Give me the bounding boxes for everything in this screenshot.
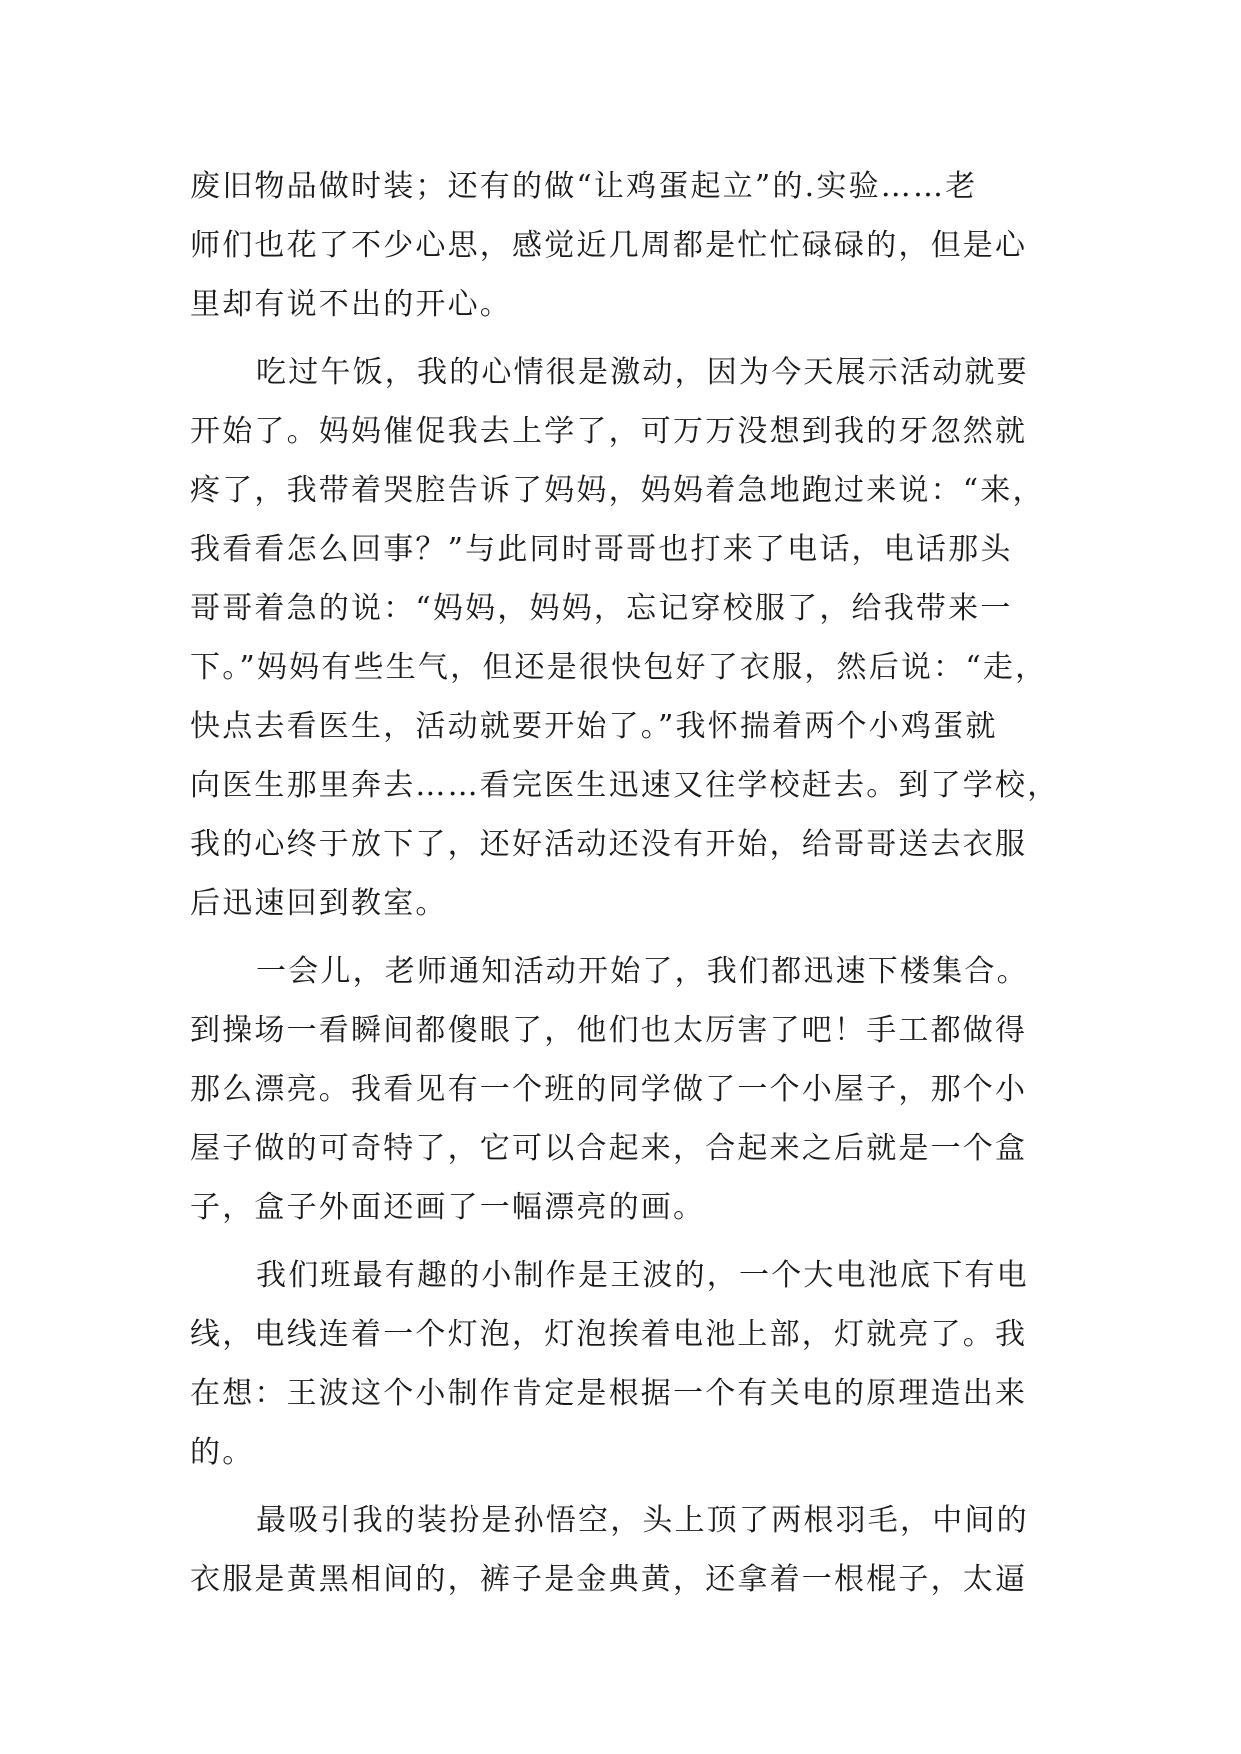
text-line: 我看看怎么回事？”与此同时哥哥也打来了电话，电话那头 [190,532,1013,567]
text-line: 下。”妈妈有些生气，但还是很快包好了衣服，然后说：“走， [190,650,1048,685]
paragraph-first-line: 我们班最有趣的小制作是王波的，一个大电池底下有电 [256,1258,1029,1293]
text-line: 哥哥着急的说：“妈妈，妈妈，忘记穿校服了，给我带来一 [190,591,1013,626]
text-line: 疼了，我带着哭腔告诉了妈妈，妈妈着急地跑过来说：“来， [190,473,1045,508]
essay-body [190,157,1070,1609]
text-line: 我的心终于放下了，还好活动还没有开始，给哥哥送去衣服 [190,827,1028,862]
text-line: 在想：王波这个小制作肯定是根据一个有关电的原理造出来 [190,1376,1028,1411]
text-line: 到操场一看瞬间都傻眼了，他们也太厉害了吧！手工都做得 [190,1013,1028,1048]
text-line: 开始了。妈妈催促我去上学了，可万万没想到我的牙忽然就 [190,414,1028,449]
text-line: 师们也花了不少心思，感觉近几周都是忙忙碌碌的，但是心 [190,228,1028,263]
paragraph-first-line: 最吸引我的装扮是孙悟空，头上顶了两根羽毛，中间的 [256,1503,1029,1538]
text-line: 里却有说不出的开心。 [190,287,512,322]
text-line: 衣服是黄黑相间的，裤子是金典黄，还拿着一根棍子，太逼 [190,1562,1028,1597]
text-line: 屋子做的可奇特了，它可以合起来，合起来之后就是一个盒 [190,1131,1028,1166]
text-line: 废旧物品做时装；还有的做“让鸡蛋起立”的.实验……老 [190,169,978,204]
text-line: 向医生那里奔去……看完医生迅速又往学校赶去。到了学校， [190,768,1060,803]
text-line: 那么漂亮。我看见有一个班的同学做了一个小屋子，那个小 [190,1072,1028,1107]
text-line: 的。 [190,1435,255,1470]
text-line: 子，盒子外面还画了一幅漂亮的画。 [190,1190,706,1225]
text-line: 后迅速回到教室。 [190,886,448,921]
text-line: 线，电线连着一个灯泡，灯泡挨着电池上部，灯就亮了。我 [190,1317,1028,1352]
paragraph-first-line: 吃过午饭，我的心情很是激动，因为今天展示活动就要 [256,355,1029,390]
text-line: 快点去看医生，活动就要开始了。”我怀揣着两个小鸡蛋就 [190,709,998,744]
paragraph-first-line: 一会儿，老师通知活动开始了，我们都迅速下楼集合。 [256,954,1029,989]
